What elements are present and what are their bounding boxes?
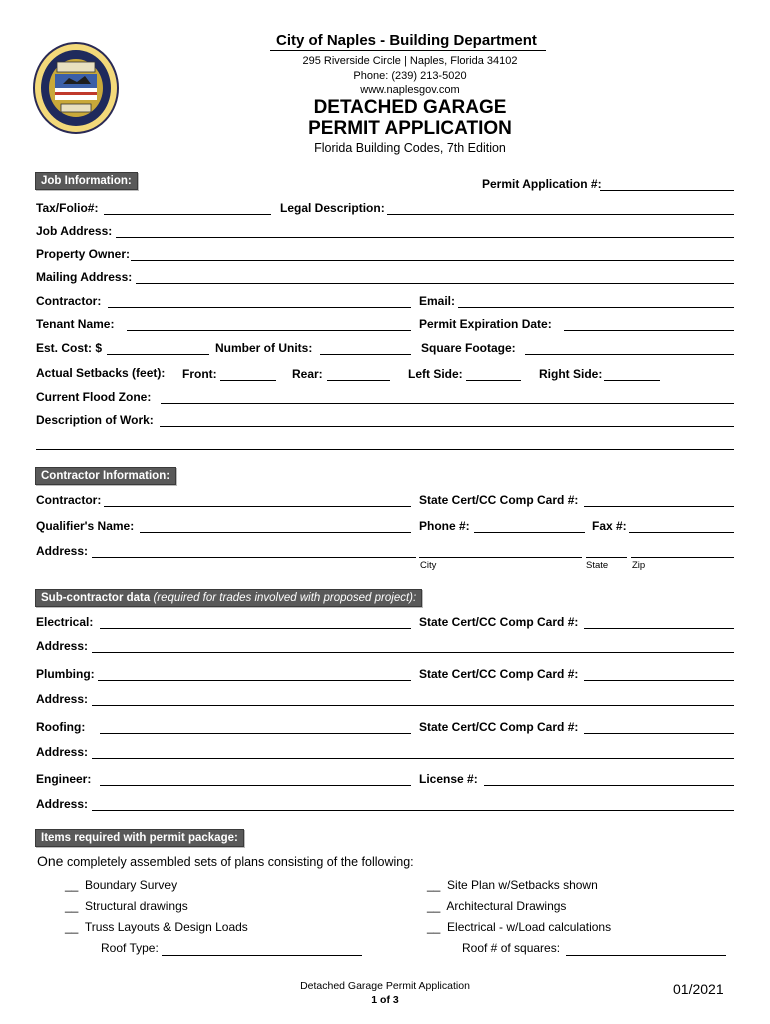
contractor-cert-field[interactable] — [584, 506, 734, 507]
tenant-name-label: Tenant Name: — [36, 317, 115, 331]
items-intro — [37, 853, 414, 869]
email-label: Email: — [419, 294, 456, 308]
setbacks-label: Actual Setbacks (feet): — [36, 366, 166, 380]
expiration-date-label: Permit Expiration Date: — [419, 317, 552, 331]
roofing-cert-field[interactable] — [584, 733, 734, 734]
flood-zone-field[interactable] — [161, 403, 734, 404]
contractor-phone-field[interactable] — [474, 532, 585, 533]
department-address: 295 Riverside Circle | Naples, Florida 34102 — [302, 55, 518, 67]
items-intro-rest: completely assembled sets of plans consisting of the following: — [63, 855, 414, 869]
department-website[interactable]: www.naplesgov.com — [360, 84, 460, 96]
right-setback-field[interactable] — [604, 380, 660, 381]
electrical-address-label: Address: — [36, 639, 89, 653]
job-address-label: Job Address: — [36, 224, 113, 238]
roofing-address-label: Address: — [36, 745, 89, 759]
roofing-field[interactable] — [100, 733, 411, 734]
contractor-fax-field[interactable] — [629, 532, 734, 533]
est-cost-field[interactable] — [107, 354, 209, 355]
qualifier-name-field[interactable] — [140, 532, 411, 533]
structural-drawings-label: Structural drawings — [85, 899, 188, 913]
roofing-address-field[interactable] — [92, 758, 734, 759]
permit-number-field[interactable] — [600, 190, 734, 191]
electrical-address-field[interactable] — [92, 652, 734, 653]
expiration-date-field[interactable] — [564, 330, 734, 331]
contractor-phone-label: Phone #: — [419, 519, 470, 533]
number-of-units-field[interactable] — [320, 354, 411, 355]
form-subtitle: Florida Building Codes, 7th Edition — [314, 141, 506, 155]
qualifier-name-label: Qualifier's Name: — [36, 519, 135, 533]
items-intro-lead: One — [37, 853, 64, 869]
est-cost-label: Est. Cost: $ — [36, 341, 103, 355]
left-setback-label: Left Side: — [408, 367, 463, 381]
number-of-units-label: Number of Units: — [215, 341, 313, 355]
electrical-label: Electrical: — [36, 615, 94, 629]
mailing-address-field[interactable] — [136, 283, 734, 284]
form-title-line2: PERMIT APPLICATION — [308, 118, 512, 139]
engineer-field[interactable] — [100, 785, 411, 786]
contractor-info-label: Contractor: — [36, 493, 102, 507]
property-owner-label: Property Owner: — [36, 247, 131, 261]
checklist-item[interactable]: __ Architectural Drawings — [427, 899, 567, 913]
contractor-zip-field[interactable] — [631, 557, 734, 558]
section-contractor-information: Contractor Information: — [35, 467, 176, 485]
section-items-required: Items required with permit package: — [35, 829, 244, 847]
contractor-field[interactable] — [108, 307, 411, 308]
contractor-label: Contractor: — [36, 294, 102, 308]
footer-revision-date: 01/2021 — [673, 981, 724, 997]
plumbing-cert-field[interactable] — [584, 680, 734, 681]
checklist-item[interactable]: __ Truss Layouts & Design Loads — [65, 920, 248, 934]
tenant-name-field[interactable] — [127, 330, 411, 331]
tax-folio-field[interactable] — [104, 214, 271, 215]
plumbing-address-field[interactable] — [92, 705, 734, 706]
electrical-cert-field[interactable] — [584, 628, 734, 629]
job-address-field[interactable] — [116, 237, 734, 238]
truss-layouts-label: Truss Layouts & Design Loads — [84, 920, 248, 934]
engineer-address-field[interactable] — [92, 810, 734, 811]
plumbing-cert-label: State Cert/CC Comp Card #: — [419, 667, 579, 681]
roof-type-label: Roof Type: — [101, 941, 159, 955]
state-caption: State — [586, 560, 609, 571]
legal-description-field[interactable] — [387, 214, 734, 215]
subcontractor-section-title: Sub-contractor data — [41, 592, 151, 604]
plumbing-address-label: Address: — [36, 692, 89, 706]
contractor-state-field[interactable] — [586, 557, 627, 558]
department-phone: Phone: (239) 213-5020 — [353, 70, 467, 82]
roofing-cert-label: State Cert/CC Comp Card #: — [419, 720, 579, 734]
department-name: City of Naples - Building Department — [276, 32, 537, 49]
boundary-survey-label: Boundary Survey — [85, 878, 178, 892]
roofing-label: Roofing: — [36, 720, 86, 734]
electrical-field[interactable] — [100, 628, 411, 629]
checklist-item[interactable]: __ Electrical - w/Load calculations — [427, 920, 612, 934]
header-underline — [270, 50, 546, 51]
form-title-line1: DETACHED GARAGE — [313, 97, 507, 118]
description-of-work-field-line2[interactable] — [36, 449, 734, 450]
engineer-license-field[interactable] — [484, 785, 734, 786]
contractor-info-field[interactable] — [104, 506, 411, 507]
checklist-item[interactable]: __ Structural drawings — [65, 899, 188, 913]
plumbing-label: Plumbing: — [36, 667, 95, 681]
tax-folio-label: Tax/Folio#: — [36, 201, 99, 215]
legal-description-label: Legal Description: — [280, 201, 385, 215]
square-footage-field[interactable] — [525, 354, 734, 355]
flood-zone-label: Current Flood Zone: — [36, 390, 152, 404]
contractor-address-field[interactable] — [92, 557, 416, 558]
right-setback-label: Right Side: — [539, 367, 603, 381]
permit-number-label: Permit Application #: — [482, 177, 602, 191]
contractor-city-field[interactable] — [419, 557, 582, 558]
roof-type-field[interactable] — [162, 955, 362, 956]
plumbing-field[interactable] — [98, 680, 411, 681]
subcontractor-section-note: (required for trades involved with proposed project): — [153, 592, 417, 604]
section-subcontractor-data — [35, 589, 422, 607]
city-caption: City — [420, 560, 437, 571]
contractor-cert-label: State Cert/CC Comp Card #: — [419, 493, 579, 507]
engineer-license-label: License #: — [419, 772, 478, 786]
email-field[interactable] — [458, 307, 734, 308]
roof-squares-label: Roof # of squares: — [462, 941, 561, 955]
rear-setback-field[interactable] — [327, 380, 390, 381]
site-plan-label: Site Plan w/Setbacks shown — [447, 878, 598, 892]
rear-setback-label: Rear: — [292, 367, 323, 381]
roof-squares-field[interactable] — [566, 955, 726, 956]
description-of-work-label: Description of Work: — [36, 413, 154, 427]
front-setback-field[interactable] — [220, 380, 276, 381]
checklist-item[interactable]: __ Site Plan w/Setbacks shown — [427, 878, 598, 892]
square-footage-label: Square Footage: — [421, 341, 516, 355]
architectural-drawings-label: Architectural Drawings — [446, 899, 567, 913]
front-setback-label: Front: — [182, 367, 217, 381]
electrical-load-calcs-label: Electrical - w/Load calculations — [447, 920, 612, 934]
footer-title: Detached Garage Permit Application — [300, 980, 470, 992]
contractor-address-label: Address: — [36, 544, 89, 558]
footer-page-number: 1 of 3 — [371, 994, 399, 1006]
checklist-item[interactable]: __ Boundary Survey — [65, 878, 178, 892]
electrical-cert-label: State Cert/CC Comp Card #: — [419, 615, 579, 629]
section-job-information: Job Information: — [35, 172, 138, 190]
mailing-address-label: Mailing Address: — [36, 270, 133, 284]
description-of-work-field[interactable] — [160, 426, 734, 427]
zip-caption: Zip — [632, 560, 646, 571]
engineer-label: Engineer: — [36, 772, 92, 786]
contractor-fax-label: Fax #: — [592, 519, 627, 533]
property-owner-field[interactable] — [131, 260, 734, 261]
engineer-address-label: Address: — [36, 797, 89, 811]
left-setback-field[interactable] — [466, 380, 521, 381]
